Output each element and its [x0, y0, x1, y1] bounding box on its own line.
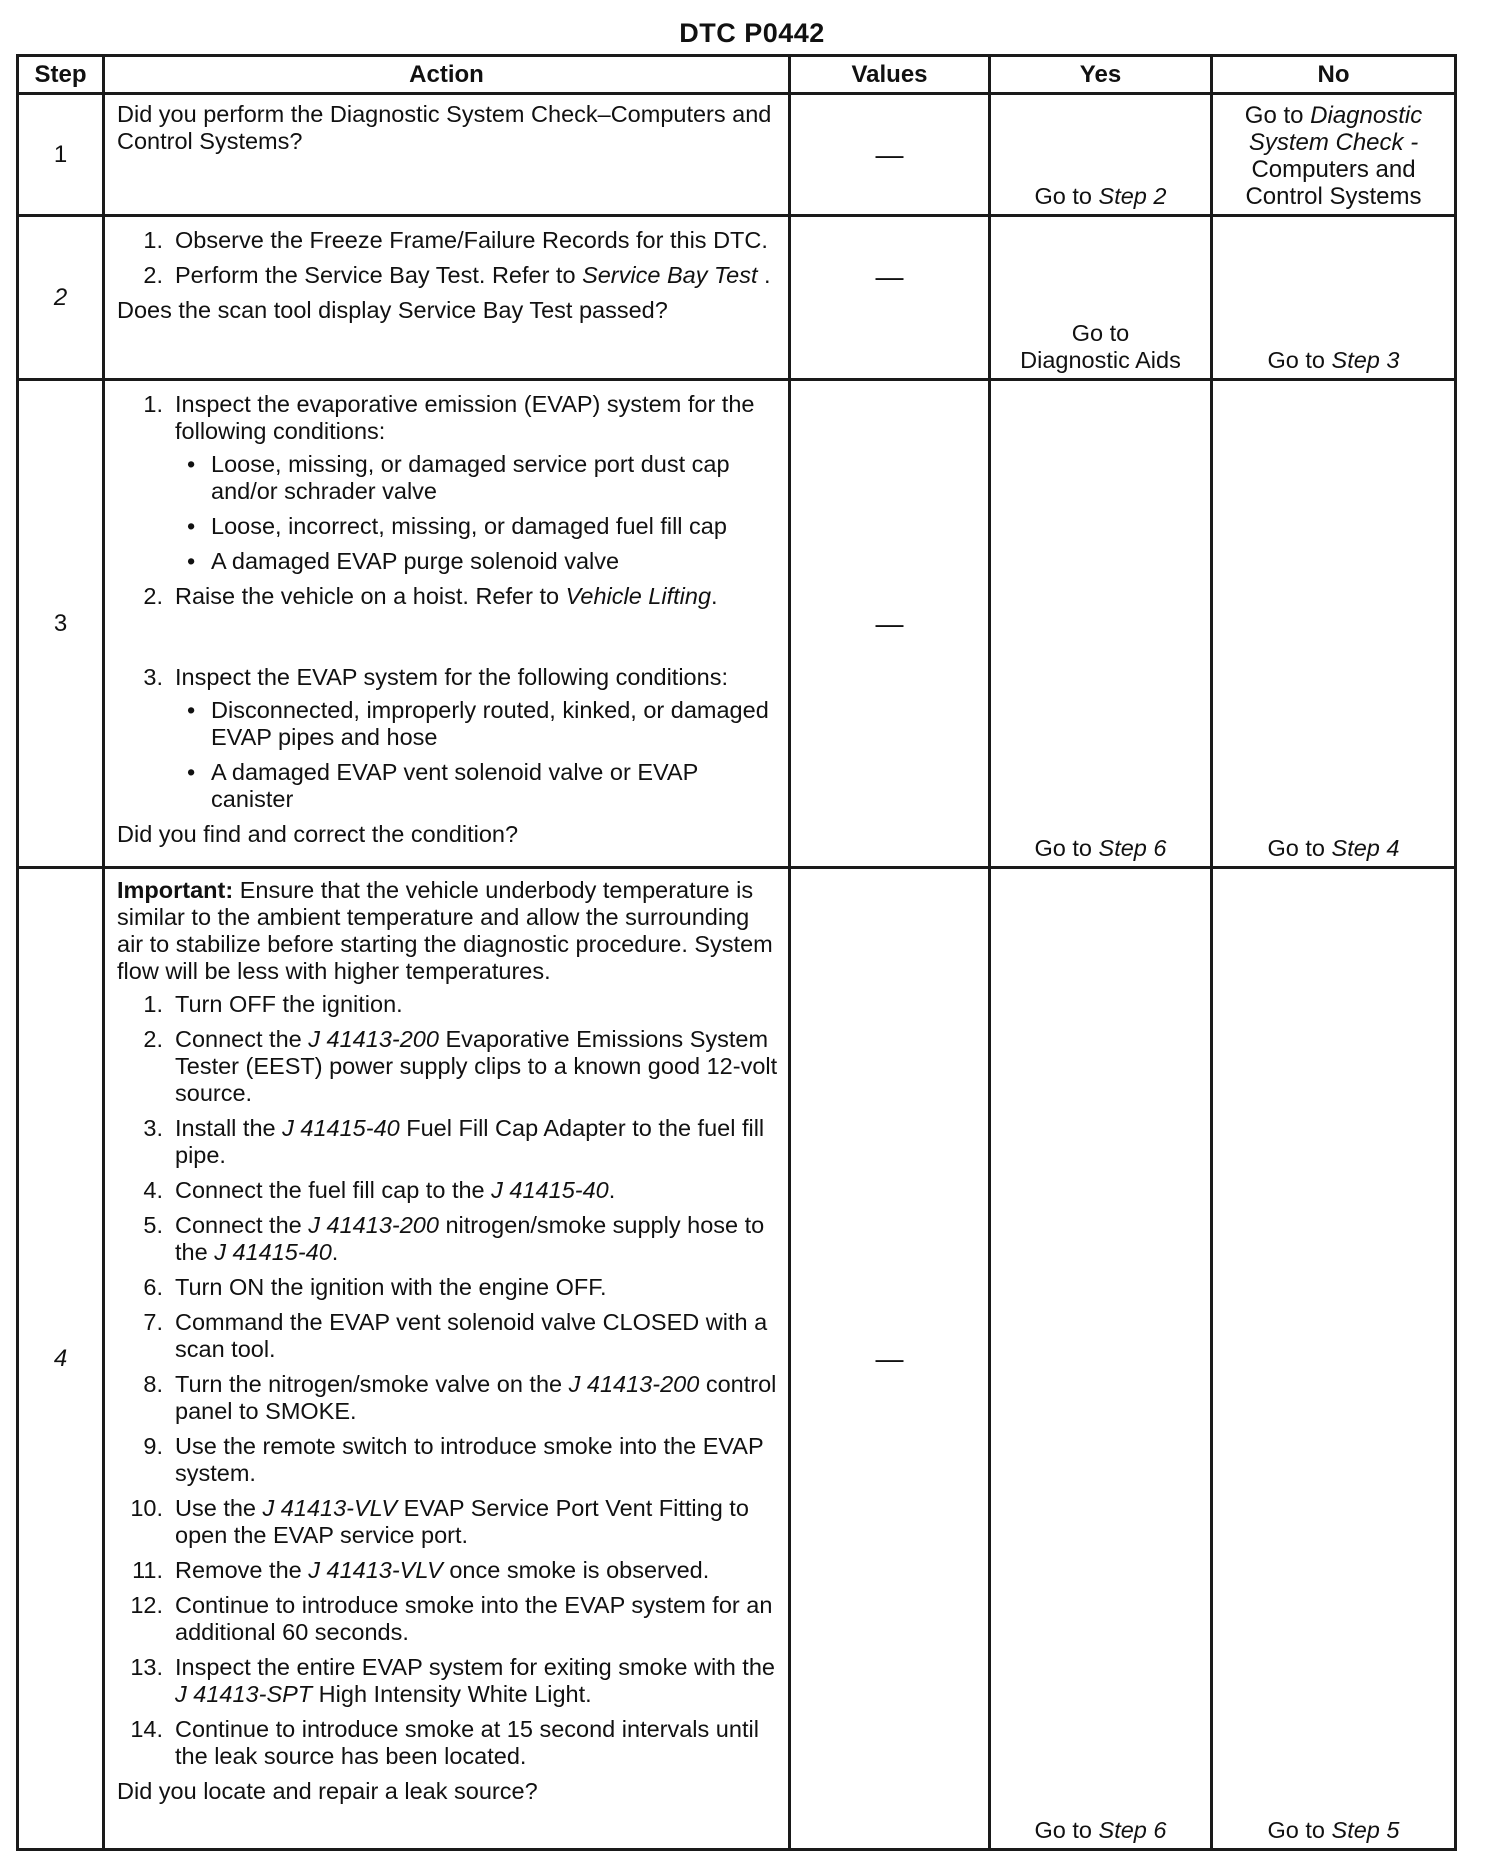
- yes-prefix: Go to: [1034, 183, 1099, 209]
- tool-reference: J 41413-200: [308, 1026, 439, 1052]
- tool-reference: J 41415-40: [214, 1239, 332, 1265]
- values-cell: —: [790, 868, 990, 1850]
- item-number: 2.: [143, 583, 163, 609]
- item-text: Remove the: [175, 1557, 309, 1583]
- no-link-diagnostic-check[interactable]: Diagnostic System Check -: [1248, 102, 1423, 156]
- no-cell: [1212, 216, 1456, 380]
- tool-reference: J 41413-200: [568, 1371, 700, 1397]
- question-text: Does the scan tool display Service Bay Test passed?: [117, 297, 668, 323]
- list-item: [117, 1212, 778, 1266]
- item-text: Inspect the entire EVAP system for exiting smoke with the: [175, 1654, 775, 1680]
- item-text-mid: nitrogen/smoke supply hose to the: [175, 1212, 765, 1265]
- item-number: 11.: [132, 1557, 163, 1583]
- item-number: 3.: [143, 1115, 163, 1141]
- item-text-end: .: [331, 1239, 339, 1265]
- no-rest-text: Computers and Control Systems: [1245, 156, 1422, 210]
- condition-list: [175, 451, 778, 575]
- step-number: 4: [18, 868, 104, 1850]
- no-step-link[interactable]: Step 3: [1331, 347, 1400, 373]
- tool-reference: J 41413-200: [308, 1212, 439, 1238]
- table-row-step-1: [18, 94, 1456, 216]
- header-step: Step: [18, 56, 104, 94]
- item-number: 2.: [143, 1026, 163, 1052]
- table-row-step-3: [18, 380, 1456, 868]
- item-text-end: .: [757, 262, 771, 288]
- table-row-step-2: [18, 216, 1456, 380]
- list-item: [117, 1592, 778, 1646]
- tool-reference: J 41413-SPT: [175, 1681, 313, 1707]
- item-number: 3.: [143, 664, 163, 690]
- bullet-item: • Disconnected, improperly routed, kinked, or damaged EVAP pipes and hose: [175, 697, 778, 751]
- list-item: [117, 1177, 778, 1204]
- item-number: 14.: [130, 1716, 163, 1742]
- list-item: [117, 1495, 778, 1549]
- item-text: Command the EVAP vent solenoid valve CLOSED with a scan tool.: [175, 1309, 768, 1362]
- yes-prefix: Go to: [1034, 1817, 1099, 1843]
- item-number: 4.: [143, 1177, 163, 1203]
- list-item: [117, 1557, 778, 1584]
- item-text-end: control panel to SMOKE.: [175, 1371, 777, 1424]
- item-number: 9.: [143, 1433, 163, 1459]
- list-item: [117, 1115, 778, 1169]
- condition-list: [175, 697, 778, 813]
- yes-step-link[interactable]: Step 6: [1098, 835, 1167, 861]
- service-bay-test-link[interactable]: Service Bay Test: [582, 262, 758, 288]
- item-text: Turn OFF the ignition.: [175, 991, 403, 1017]
- item-text: Use the remote switch to introduce smoke into the EVAP system.: [175, 1433, 764, 1486]
- question-text: Did you locate and repair a leak source?: [117, 1778, 538, 1804]
- step-number: 2: [18, 216, 104, 380]
- item-text: Inspect the EVAP system for the following conditions:: [175, 664, 728, 690]
- question-text: Did you perform the Diagnostic System Check–Computers and Control Systems?: [117, 101, 772, 154]
- table-header-row: [18, 56, 1456, 94]
- item-text-end: Evaporative Emissions System Tester (EEST) power supply clips to a known good 12-volt source.: [175, 1026, 778, 1106]
- table-row-step-4: [18, 868, 1456, 1850]
- bullet-item: • A damaged EVAP purge solenoid valve: [175, 548, 778, 575]
- list-item: [117, 262, 778, 289]
- item-text-end: .: [711, 583, 718, 609]
- bullet-item: • Loose, missing, or damaged service port dust cap and/or schrader valve: [175, 451, 778, 505]
- list-item: [117, 227, 778, 254]
- no-prefix: Go to: [1267, 347, 1332, 373]
- important-label: Important:: [117, 877, 234, 903]
- yes-prefix: Go to: [1034, 835, 1099, 861]
- list-item: [117, 1026, 778, 1107]
- list-item: [117, 1309, 778, 1363]
- list-item: [117, 1274, 778, 1301]
- item-text-end: EVAP Service Port Vent Fitting to open the EVAP service port.: [175, 1495, 749, 1548]
- tool-reference: J 41413-VLV: [262, 1495, 398, 1521]
- list-item: [117, 1371, 778, 1425]
- action-cell: [104, 868, 790, 1850]
- yes-cell: [990, 94, 1212, 216]
- procedure-list: [117, 391, 778, 813]
- action-cell: [104, 216, 790, 380]
- important-text: Ensure that the vehicle underbody temperature is similar to the ambient temperature and allow the surrounding air to stabilize before starting the diagnostic procedure. System flow will be less with higher temperatures.: [117, 877, 773, 984]
- item-number: 10.: [130, 1495, 163, 1521]
- item-text: Use the: [175, 1495, 263, 1521]
- bullet-item: • Loose, incorrect, missing, or damaged fuel fill cap: [175, 513, 778, 540]
- no-step-link[interactable]: Step 5: [1331, 1817, 1400, 1843]
- item-text: Continue to introduce smoke into the EVAP system for an additional 60 seconds.: [175, 1592, 773, 1645]
- item-number: 1.: [143, 991, 163, 1017]
- yes-cell: [990, 380, 1212, 868]
- item-text: Observe the Freeze Frame/Failure Records for this DTC.: [175, 227, 768, 253]
- item-text-end: .: [608, 1177, 616, 1203]
- item-number: 6.: [143, 1274, 163, 1300]
- action-cell: [104, 94, 790, 216]
- bullet-item: • A damaged EVAP vent solenoid valve or EVAP canister: [175, 759, 778, 813]
- important-note: [117, 877, 778, 985]
- values-cell: —: [790, 216, 990, 380]
- header-values: Values: [790, 56, 990, 94]
- item-text: Raise the vehicle on a hoist. Refer to: [175, 583, 566, 609]
- item-number: 8.: [143, 1371, 163, 1397]
- item-text-end: High Intensity White Light.: [312, 1681, 592, 1707]
- item-text: Connect the: [175, 1212, 309, 1238]
- no-cell: [1212, 94, 1456, 216]
- item-number: 5.: [143, 1212, 163, 1238]
- step-number: 3: [18, 380, 104, 868]
- values-cell: —: [790, 380, 990, 868]
- item-text: Connect the fuel fill cap to the: [175, 1177, 492, 1203]
- list-item: [117, 1433, 778, 1487]
- values-cell: —: [790, 94, 990, 216]
- yes-step-link[interactable]: Step 6: [1098, 1817, 1167, 1843]
- item-text: Install the: [175, 1115, 283, 1141]
- item-text: Perform the Service Bay Test. Refer to: [175, 262, 583, 288]
- no-prefix: Go to: [1267, 835, 1332, 861]
- item-number: 13.: [130, 1654, 163, 1680]
- list-item: [117, 1654, 778, 1708]
- list-item: [117, 664, 778, 813]
- action-cell: [104, 380, 790, 868]
- no-prefix: Go to: [1244, 102, 1311, 129]
- item-number: 1.: [143, 227, 163, 253]
- list-item: [117, 583, 778, 656]
- tool-reference: J 41415-40: [282, 1115, 400, 1141]
- yes-diagnostic-aids-link[interactable]: Go to Diagnostic Aids: [1020, 320, 1181, 373]
- item-number: 12.: [130, 1592, 163, 1618]
- item-text: Turn ON the ignition with the engine OFF.: [175, 1274, 607, 1300]
- no-step-link[interactable]: Step 4: [1331, 835, 1400, 861]
- item-text-end: Fuel Fill Cap Adapter to the fuel fill pipe.: [175, 1115, 765, 1168]
- item-text: Connect the: [175, 1026, 309, 1052]
- question-text: Did you find and correct the condition?: [117, 821, 519, 847]
- header-yes: Yes: [990, 56, 1212, 94]
- no-prefix: Go to: [1267, 1817, 1332, 1843]
- item-text: Continue to introduce smoke at 15 second intervals until the leak source has been located.: [175, 1716, 759, 1769]
- yes-cell: [990, 216, 1212, 380]
- item-text: Inspect the evaporative emission (EVAP) system for the following conditions:: [175, 391, 755, 444]
- list-item: [117, 391, 778, 575]
- no-cell: [1212, 868, 1456, 1850]
- header-action: Action: [104, 56, 790, 94]
- list-item: [117, 991, 778, 1018]
- header-no: No: [1212, 56, 1456, 94]
- item-number: 2.: [143, 262, 163, 288]
- yes-step-link[interactable]: Step 2: [1098, 183, 1167, 209]
- procedure-list: [117, 991, 778, 1770]
- diagnostic-table: [16, 54, 1457, 1851]
- tool-reference: J 41415-40: [491, 1177, 609, 1203]
- list-item: [117, 1716, 778, 1770]
- step-number: 1: [18, 94, 104, 216]
- no-cell: [1212, 380, 1456, 868]
- item-text: Turn the nitrogen/smoke valve on the: [175, 1371, 569, 1397]
- item-number: 7.: [143, 1309, 163, 1335]
- item-text-end: once smoke is observed.: [442, 1557, 710, 1583]
- item-number: 1.: [143, 391, 163, 417]
- yes-cell: [990, 868, 1212, 1850]
- procedure-list: [117, 227, 778, 289]
- page-title: DTC P0442: [679, 18, 825, 48]
- vehicle-lifting-link[interactable]: Vehicle Lifting: [565, 583, 712, 609]
- tool-reference: J 41413-VLV: [308, 1557, 443, 1583]
